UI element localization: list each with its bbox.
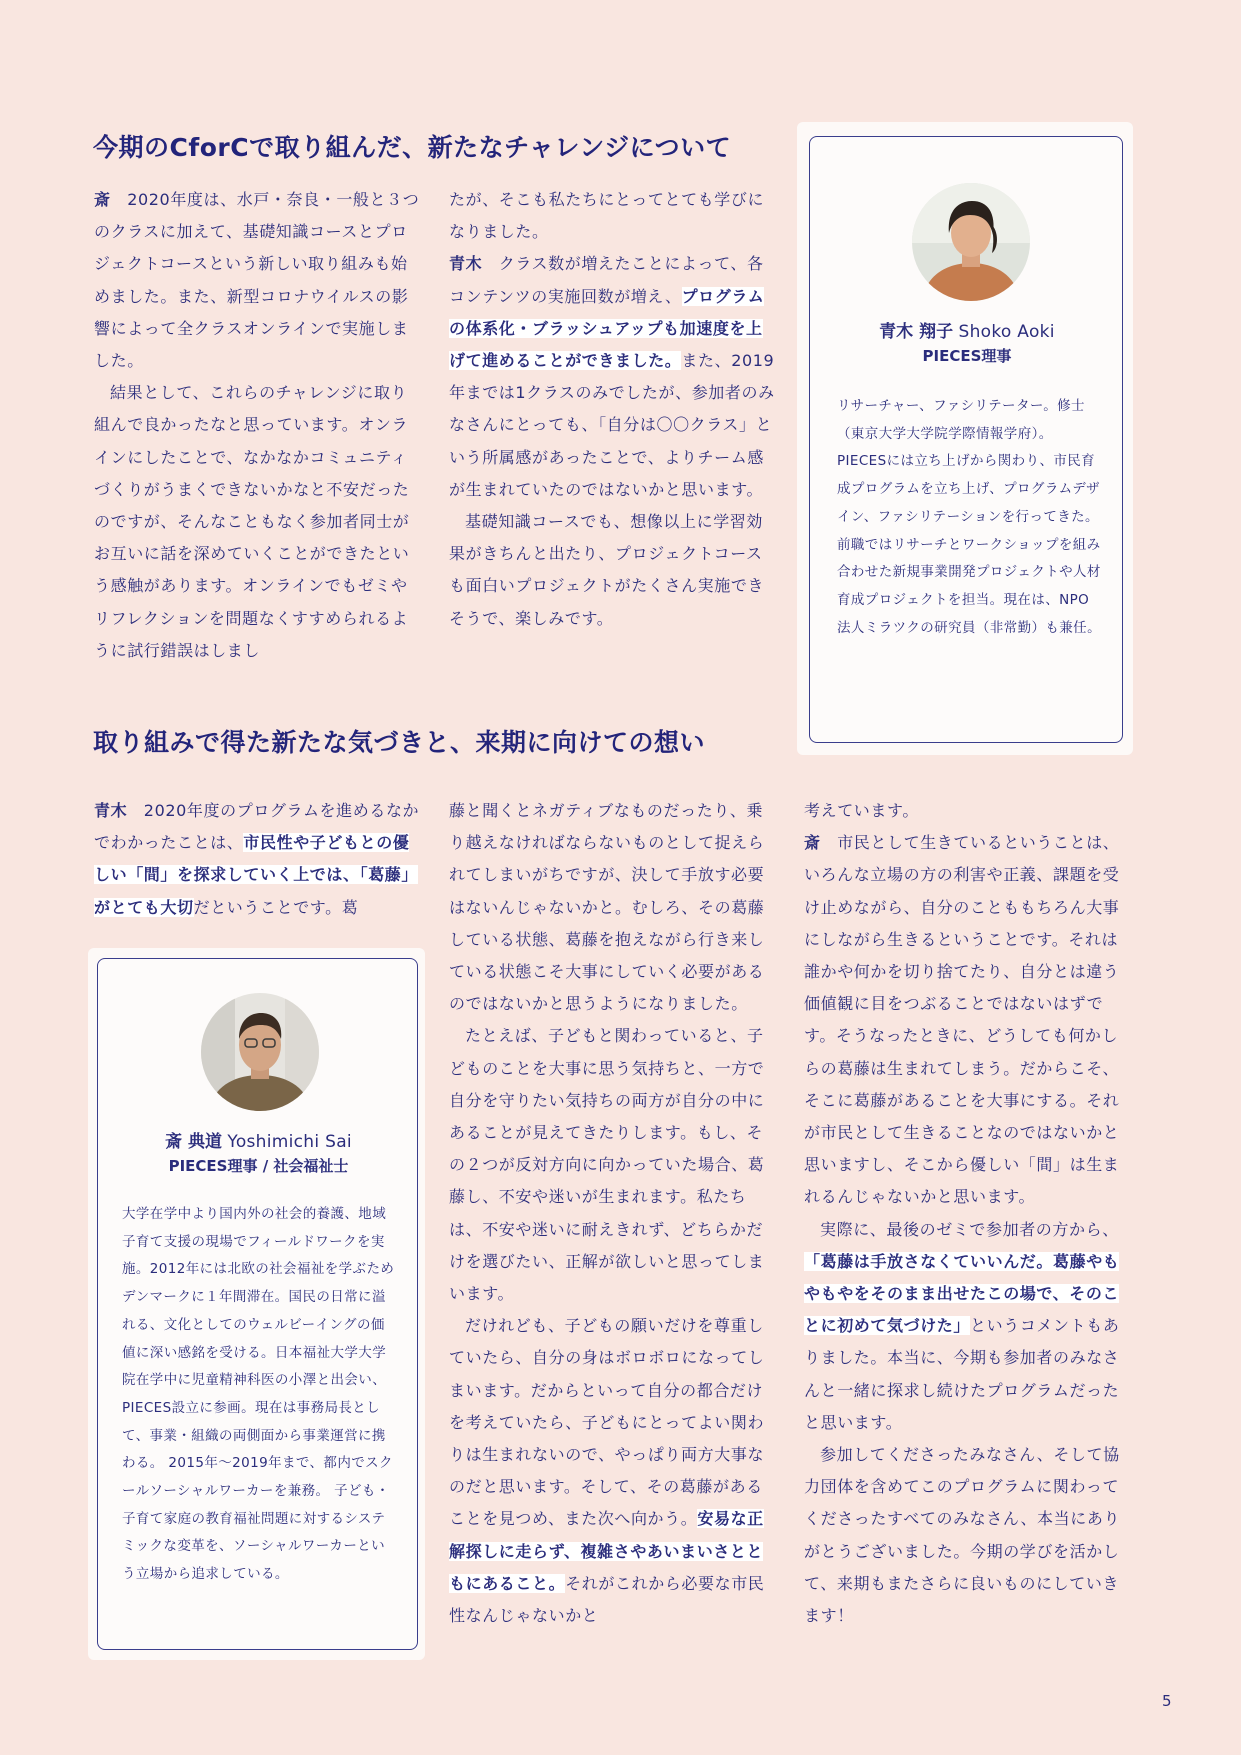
highlight-text: 市民性や子どもとの優しい「間」を探求していく上では、「葛藤」がとても大切 [94,833,419,917]
section2-column-3 [804,795,1132,1632]
name-en: Shoko Aoki [958,322,1055,342]
portrait-photo-icon [201,993,319,1111]
text: 実際に、最後のゼミで参加者の方から、 [820,1219,1119,1239]
highlight-text: プログラムの体系化・ブラッシュアップも加速度を上げて進めることができました。 [449,286,765,371]
paragraph: 参加してくださったみなさん、そして協力団体を含めてこのプログラムに関わってくださったすべてのみなさん、本当にありがとうございました。今期の学びを活かして、来期もまたさらに良いものにしていきます！ [804,1445,1121,1626]
speaker-label: 青木 [94,801,128,820]
section2-column-1 [94,795,422,924]
paragraph [804,827,1132,1213]
text: 市民として生きているということは、いろんな立場の方の利害や正義、課題を受け止めながら、自分のことももちろん大事にしながら生きるということです。それは誰かや何かを切り捨てたり、自分とは違う価値観に目をつぶることではないはずです。そうなったときに、どうしても何かしらの葛藤は生まれてしまう。だからこそ、そこに葛藤があることを大事にする。それが市民として生きることなのではないかと思いますし、そこから優しい「間」は生まれるんじゃないかと思います。 [804,833,1120,1207]
profile-role: PIECES理事 [922,347,1012,365]
text: クラス数が増えたことによって、各コンテンツの実施回数が増え、 [449,254,764,306]
profile-bio: 大学在学中より国内外の社会的養護、地域子育て支援の現場でフィールドワークを実施。2012年には北欧の社会福祉を学ぶためデンマークに１年間滞在。国民の日常に溢れる、文化としてのウェルビーイングの価値に深い感銘を受ける。日本福祉大学大学院在学中に児童精神科医の小澤と出会い、PIECES設立に参画。現在は事務局長として、事業・組織の両側面から事業運営に携わる。 2015年～2019年まで、都内でスクールソーシャルワーカーを兼務。 子ども・子育て家庭の教育福祉問題に対するシステミックな変革を、ソーシャルワーカーという立場から追求している。 [122,1206,395,1583]
text: 2020年度は、水戸・奈良・一般と３つのクラスに加えて、基礎知識コースとプロジェクトコースという新しい取り組みも始めました。また、新型コロナウイルスの影響によって全クラスオンラインで実施しました。 [94,190,420,371]
name-ja: 斎 典道 [165,1132,222,1152]
speaker-label: 斎 [804,833,821,853]
paragraph: たとえば、子どもと関わっていると、子どものことを大事に思う気持ちと、一方で自分を守りたい気持ちの両方が自分の中にあることが見えてきたりします。もし、その２つが反対方向に向かっていた場合、葛藤し、不安や迷いが生まれます。私たちは、不安や迷いに耐えきれず、どちらかだけを選びたい、正解が欲しいと思ってしまいます。 [449,1026,765,1304]
section2-column-2 [449,795,777,1632]
paragraph: 結果として、これらのチャレンジに取り組んで良かったなと思っています。オンラインにしたことで、なかなかコミュニティづくりがうまくできないかなと不安だったのですが、そんなこともなく参加者同士がお互いに話を深めていくことができたという感触があります。オンラインでもゼミやリフレクションを問題なくすすめられるように試行錯誤はしまし [94,383,410,660]
speaker-label: 青木 [449,254,483,274]
text: 2020年度のプログラムを進めるなかでわかったことは、 [94,801,420,853]
paragraph: 藤と聞くとネガティブなものだったり、乗り越えなければならないものとして捉えられてしまいがちですが、決して手放す必要はないんじゃないかと。むしろ、その葛藤している状態、葛藤を抱えながら行き来している状態こそ大事にしていく必要があるのではないかと思うようになりました。 [449,801,765,1014]
section1-heading: 今期のCforCで取り組んだ、新たなチャレンジについて [93,133,732,162]
avatar [912,183,1030,301]
profile-name [810,317,1124,342]
profile-card-sai [97,958,418,1650]
paragraph: 基礎知識コースでも、想像以上に学習効果がきちんと出たり、プロジェクトコースも面白いプロジェクトがたくさん実施できそうで、楽しみです。 [449,512,765,628]
text: というコメントもありました。本当に、今期も参加者のみなさんと一緒に探求し続けたプログラムだったと思います。 [804,1316,1120,1432]
paragraph [449,248,777,506]
profile-bio: リサーチャー、ファシリテーター。修士（東京大学大学院学際情報学府）。PIECESには立ち上げから関わり、市民育成プログラムを立ち上げ、プログラムデザイン、ファシリテーションを行ってきた。前職ではリサーチとワークショップを組み合わせた新規事業開発プロジェクトや人材育成プロジェクトを担当。現在は、NPO法人ミラツクの研究員（非常勤）も兼任。 [837,398,1101,636]
paragraph [94,795,422,924]
section1-column-1 [94,184,422,667]
name-en: Yoshimichi Sai [227,1132,352,1152]
profile-role: PIECES理事 / 社会福祉士 [168,1157,349,1175]
paragraph: たが、そこも私たちにとってとても学びになりました。 [449,190,765,242]
portrait-photo-icon [912,183,1030,301]
avatar [201,993,319,1111]
text: また、2019年までは1クラスのみでしたが、参加者のみなさんにとっても、「自分は〇〇クラス」という所属感があったことで、よりチーム感が生まれていたのではないかと思います。 [449,351,775,499]
section1-column-2 [449,184,777,635]
profile-card-aoki [809,136,1123,743]
speaker-label: 斎 [94,190,111,209]
paragraph [449,1310,777,1632]
paragraph [804,1214,1132,1439]
text: だけれども、子どもの願いだけを尊重していたら、自分の身はボロボロになってしまいます。だからといって自分の都合だけを考えていたら、子どもにとってよい関わりは生まれないので、やっぱり両方大事なのだと思います。そして、その葛藤があることを見つめ、また次へ向かう。 [449,1316,765,1529]
paragraph [94,184,422,377]
section2-heading: 取り組みで得た新たな気づきと、来期に向けての想い [93,728,706,757]
highlight-text: 「葛藤は手放さなくていいんだ。葛藤やもやもやをそのまま出せたこの場で、そのことに初めて気づけた」 [804,1251,1120,1336]
profile-name [98,1127,419,1152]
text: それがこれから必要な市民性なんじゃないかと [449,1573,765,1626]
name-ja: 青木 翔子 [879,322,954,342]
page-number: 5 [1162,1692,1172,1710]
highlight-text: 安易な正解探しに走らず、複雑さやあいまいさとともにあること。 [449,1509,764,1593]
paragraph: 考えています。 [804,801,919,820]
text: だということです。葛 [193,897,359,917]
